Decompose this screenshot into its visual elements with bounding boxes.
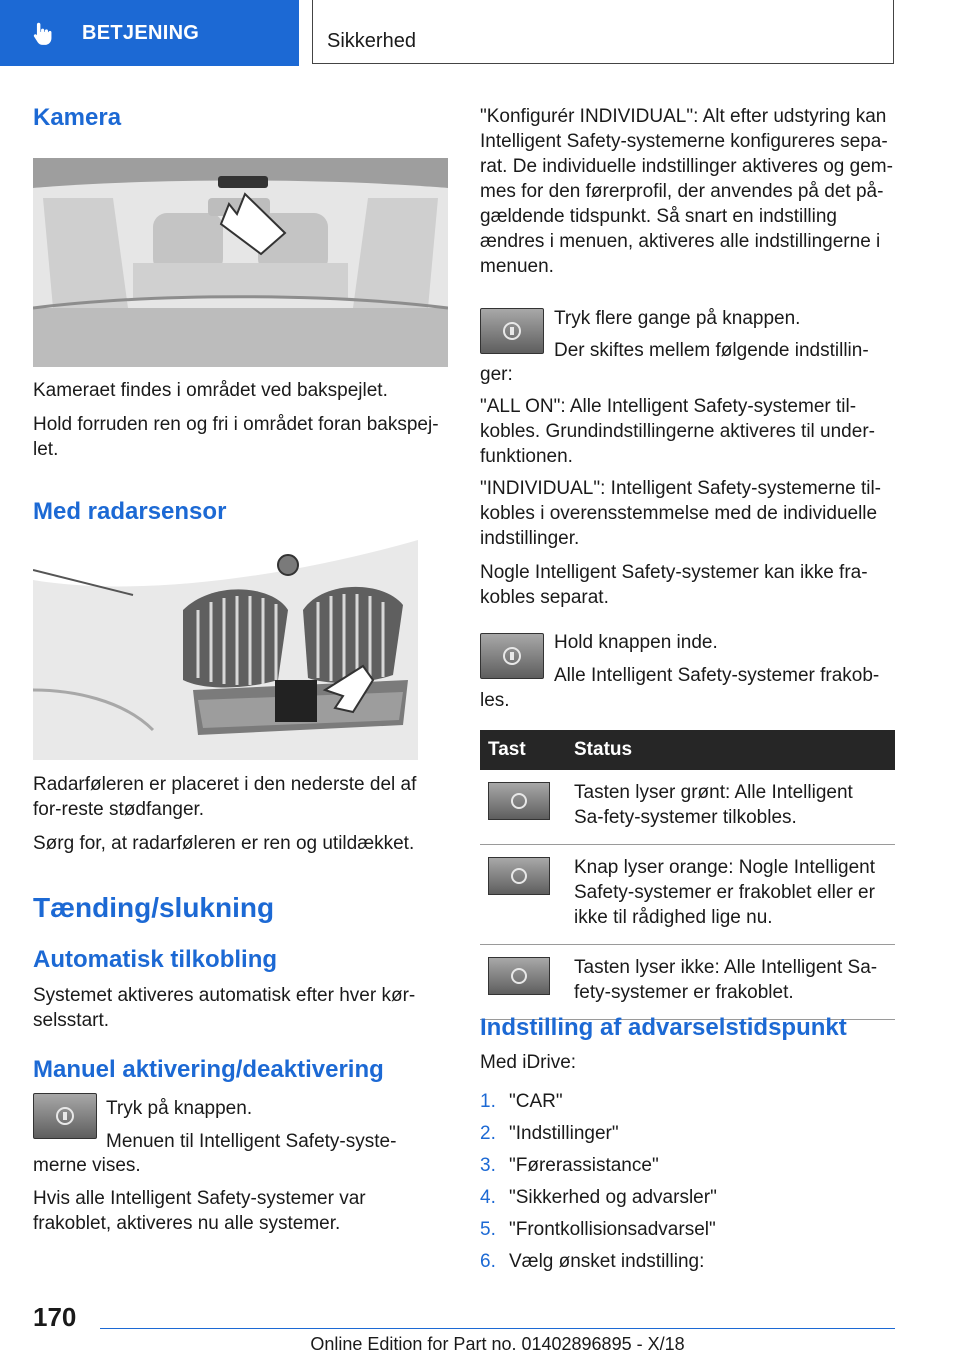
camera-photo bbox=[33, 158, 448, 367]
kamera-heading: Kamera bbox=[33, 104, 122, 131]
auto-paragraph: Systemet aktiveres automatisk efter hver kør‐selsstart. bbox=[33, 985, 416, 1031]
list-item: 1. "CAR" bbox=[480, 1091, 563, 1112]
button-off-icon bbox=[488, 957, 550, 995]
button-green-icon bbox=[488, 782, 550, 820]
taending-heading: Tænding/slukning bbox=[33, 892, 275, 923]
radar-paragraph-2: Sørg for, at radarføleren er ren og utildækket. bbox=[33, 833, 415, 854]
all-on-paragraph: "ALL ON": Alle Intelligent Safety-systemer til‐kobles. Grundindstillingerne aktiveres til under‐funktionen. bbox=[480, 396, 875, 467]
section-title: BETJENING bbox=[82, 21, 200, 44]
skiftes-text-b: ger: bbox=[480, 364, 513, 385]
hold-text: Hold knappen inde. bbox=[554, 632, 718, 653]
konfigurer-paragraph: "Konfigurér INDIVIDUAL": Alt efter udstyring kan Intelligent Safety-systemerne konfigureres sepa‐rat. De individuelle indstillinger aktiveres og gem‐mes for den førerprofil, der anvendes på det på‐gældende tidspunkt. Så snart en indstilling ændres i menuen, aktiveres alle indstillingerne i menuen. bbox=[480, 106, 893, 277]
individual-paragraph: "INDIVIDUAL": Intelligent Safety-systemerne til‐kobles i overensstemmelse med de individuelle indstillinger. bbox=[480, 478, 882, 549]
list-item: 2. "Indstillinger" bbox=[480, 1123, 619, 1144]
manuel-step-2a: Menuen til Intelligent Safety-syste‐ bbox=[106, 1131, 397, 1152]
advarsel-steps bbox=[480, 1086, 717, 1278]
radar-photo bbox=[33, 540, 418, 760]
kamera-paragraph-1: Kameraet findes i området ved bakspejlet. bbox=[33, 380, 388, 401]
auto-heading: Automatisk tilkobling bbox=[33, 946, 278, 973]
table-row bbox=[480, 845, 895, 945]
frakob-text-a: Alle Intelligent Safety-systemer frakob‐ bbox=[554, 665, 880, 686]
page-number: 170 bbox=[33, 1302, 77, 1332]
advarsel-intro: Med iDrive: bbox=[480, 1052, 577, 1073]
manuel-step-2b: merne vises. bbox=[33, 1155, 141, 1176]
footer-edition: Online Edition for Part no. 01402896895 - X/18 bbox=[310, 1334, 685, 1354]
status-cell: Knap lyser orange: Nogle Intelligent Safety-systemer er frakoblet eller er ikke til rådighed lige nu. bbox=[566, 845, 895, 945]
hand-pointer-icon bbox=[30, 20, 56, 46]
radar-paragraph-1: Radarføleren er placeret i den nederste del af for‐reste stødfanger. bbox=[33, 774, 417, 820]
status-cell: Tasten lyser grønt: Alle Intelligent Sa‐fety-systemer tilkobles. bbox=[566, 770, 895, 845]
chapter-title: Sikkerhed bbox=[327, 30, 416, 52]
list-item: 5. "Frontkollisionsadvarsel" bbox=[480, 1219, 716, 1240]
list-item: 4. "Sikkerhed og advarsler" bbox=[480, 1187, 717, 1208]
section-tab bbox=[0, 0, 299, 66]
status-table bbox=[480, 730, 895, 1020]
safety-button-icon bbox=[33, 1093, 97, 1139]
footer-divider bbox=[100, 1328, 895, 1329]
skiftes-text-a: Der skiftes mellem følgende indstillin‐ bbox=[554, 340, 869, 361]
table-row bbox=[480, 945, 895, 1020]
manuel-heading: Manuel aktivering/deaktivering bbox=[33, 1056, 384, 1083]
table-row bbox=[480, 770, 895, 845]
status-cell: Tasten lyser ikke: Alle Intelligent Sa‐fety-systemer er frakoblet. bbox=[566, 945, 895, 1020]
radar-heading: Med radarsensor bbox=[33, 498, 227, 525]
chapter-header bbox=[312, 0, 894, 64]
safety-button-icon bbox=[480, 308, 544, 354]
advarsel-heading: Indstilling af advarselstidspunkt bbox=[480, 1014, 847, 1041]
tryk-flere-text: Tryk flere gange på knappen. bbox=[554, 308, 801, 329]
manuel-step-1: Tryk på knappen. bbox=[106, 1098, 253, 1119]
nogle-paragraph: Nogle Intelligent Safety-systemer kan ikke fra‐kobles separat. bbox=[480, 562, 868, 608]
col-header-tast: Tast bbox=[480, 730, 566, 770]
col-header-status: Status bbox=[566, 730, 895, 770]
button-orange-icon bbox=[488, 857, 550, 895]
table-header-row bbox=[480, 730, 895, 770]
kamera-paragraph-2: Hold forruden ren og fri i området foran bakspej‐let. bbox=[33, 414, 439, 460]
frakob-text-b: les. bbox=[480, 690, 510, 711]
safety-button-icon bbox=[480, 633, 544, 679]
manuel-paragraph-3: Hvis alle Intelligent Safety-systemer var frakoblet, aktiveres nu alle systemer. bbox=[33, 1188, 366, 1234]
list-item: 6. Vælg ønsket indstilling: bbox=[480, 1251, 705, 1272]
list-item: 3. "Førerassistance" bbox=[480, 1155, 659, 1176]
